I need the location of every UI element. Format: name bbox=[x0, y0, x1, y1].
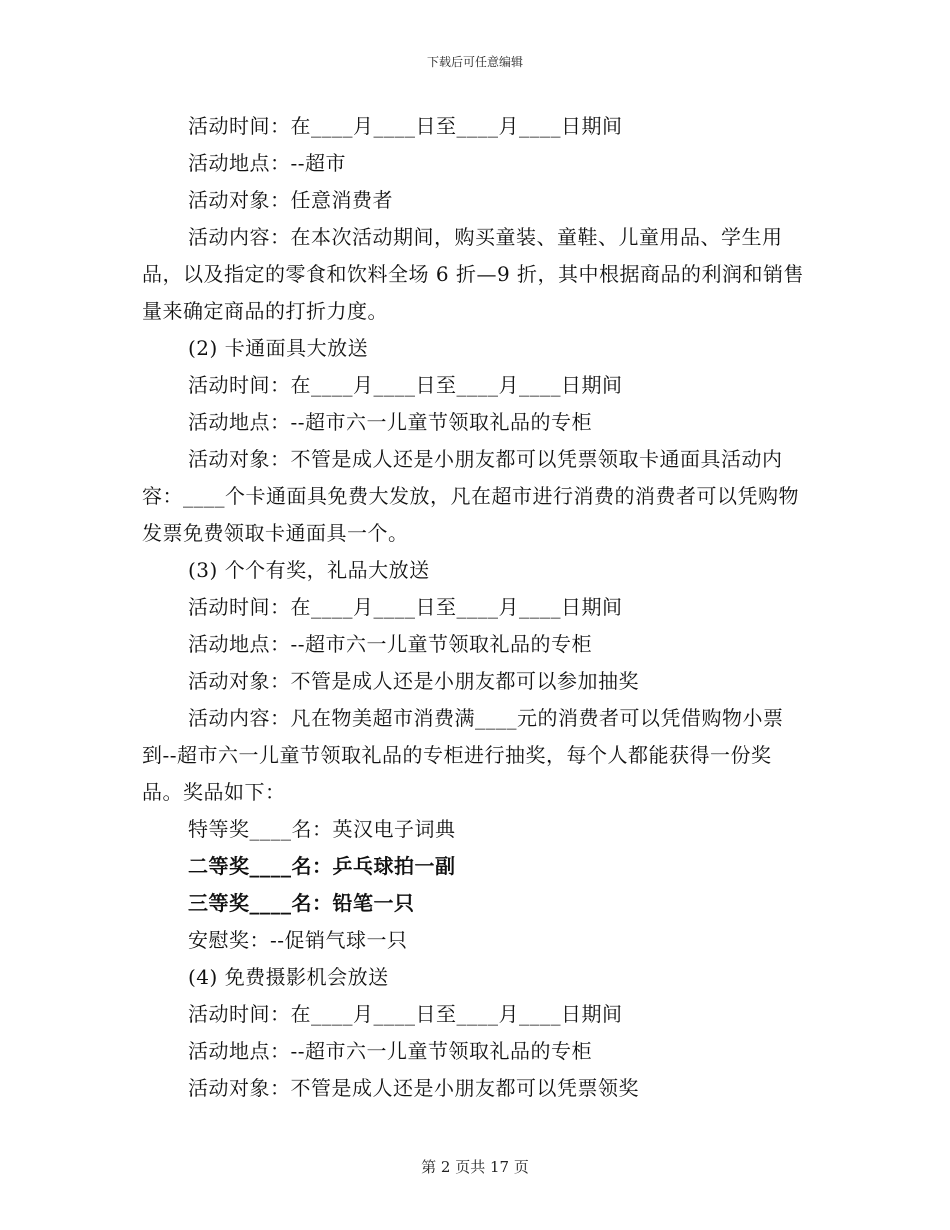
document-body bbox=[142, 108, 807, 1107]
paragraph-audience-1: 活动对象：任意消费者 bbox=[188, 188, 393, 212]
section-heading-2: (2) 卡通面具大放送 bbox=[188, 336, 369, 360]
page-header: 下载后可任意编辑 bbox=[426, 55, 523, 69]
paragraph-time-1: 活动时间：在____月____日至____月____日期间 bbox=[188, 114, 623, 138]
paragraph-audience-2: 活动对象：不管是成人还是小朋友都可以凭票领取卡通面具活动内容：____个卡通面具免费大发放，凡在超市进行消费的消费者可以凭购物发票免费领取卡通面具一个。 bbox=[142, 447, 799, 545]
prize-third: 三等奖____名：铅笔一只 bbox=[188, 891, 415, 915]
paragraph-location-1: 活动地点：--超市 bbox=[188, 151, 347, 175]
paragraph-content-3: 活动内容：凡在物美超市消费满____元的消费者可以凭借购物小票到--超市六一儿童节领取礼品的专柜进行抽奖，每个人都能获得一份奖品。奖品如下： bbox=[142, 706, 784, 804]
paragraph-time-4: 活动时间：在____月____日至____月____日期间 bbox=[188, 1002, 623, 1026]
paragraph-location-3: 活动地点：--超市六一儿童节领取礼品的专柜 bbox=[188, 632, 593, 656]
prize-second: 二等奖____名：乒乓球拍一副 bbox=[188, 854, 456, 878]
paragraph-time-2: 活动时间：在____月____日至____月____日期间 bbox=[188, 373, 623, 397]
prize-consolation: 安慰奖：--促销气球一只 bbox=[188, 928, 408, 952]
paragraph-time-3: 活动时间：在____月____日至____月____日期间 bbox=[188, 595, 623, 619]
page-footer: 第 2 页共 17 页 bbox=[421, 1158, 529, 1176]
paragraph-location-4: 活动地点：--超市六一儿童节领取礼品的专柜 bbox=[188, 1039, 593, 1063]
paragraph-content-1: 活动内容：在本次活动期间，购买童装、童鞋、儿童用品、学生用品，以及指定的零食和饮料全场 6 折—9 折，其中根据商品的利润和销售量来确定商品的打折力度。 bbox=[142, 225, 805, 323]
section-heading-4: (4) 免费摄影机会放送 bbox=[188, 965, 389, 989]
paragraph-audience-4: 活动对象：不管是成人还是小朋友都可以凭票领奖 bbox=[188, 1076, 639, 1100]
paragraph-audience-3: 活动对象：不管是成人还是小朋友都可以参加抽奖 bbox=[188, 669, 639, 693]
paragraph-location-2: 活动地点：--超市六一儿童节领取礼品的专柜 bbox=[188, 410, 593, 434]
section-heading-3: (3) 个个有奖，礼品大放送 bbox=[188, 558, 430, 582]
prize-special: 特等奖____名：英汉电子词典 bbox=[188, 817, 456, 841]
